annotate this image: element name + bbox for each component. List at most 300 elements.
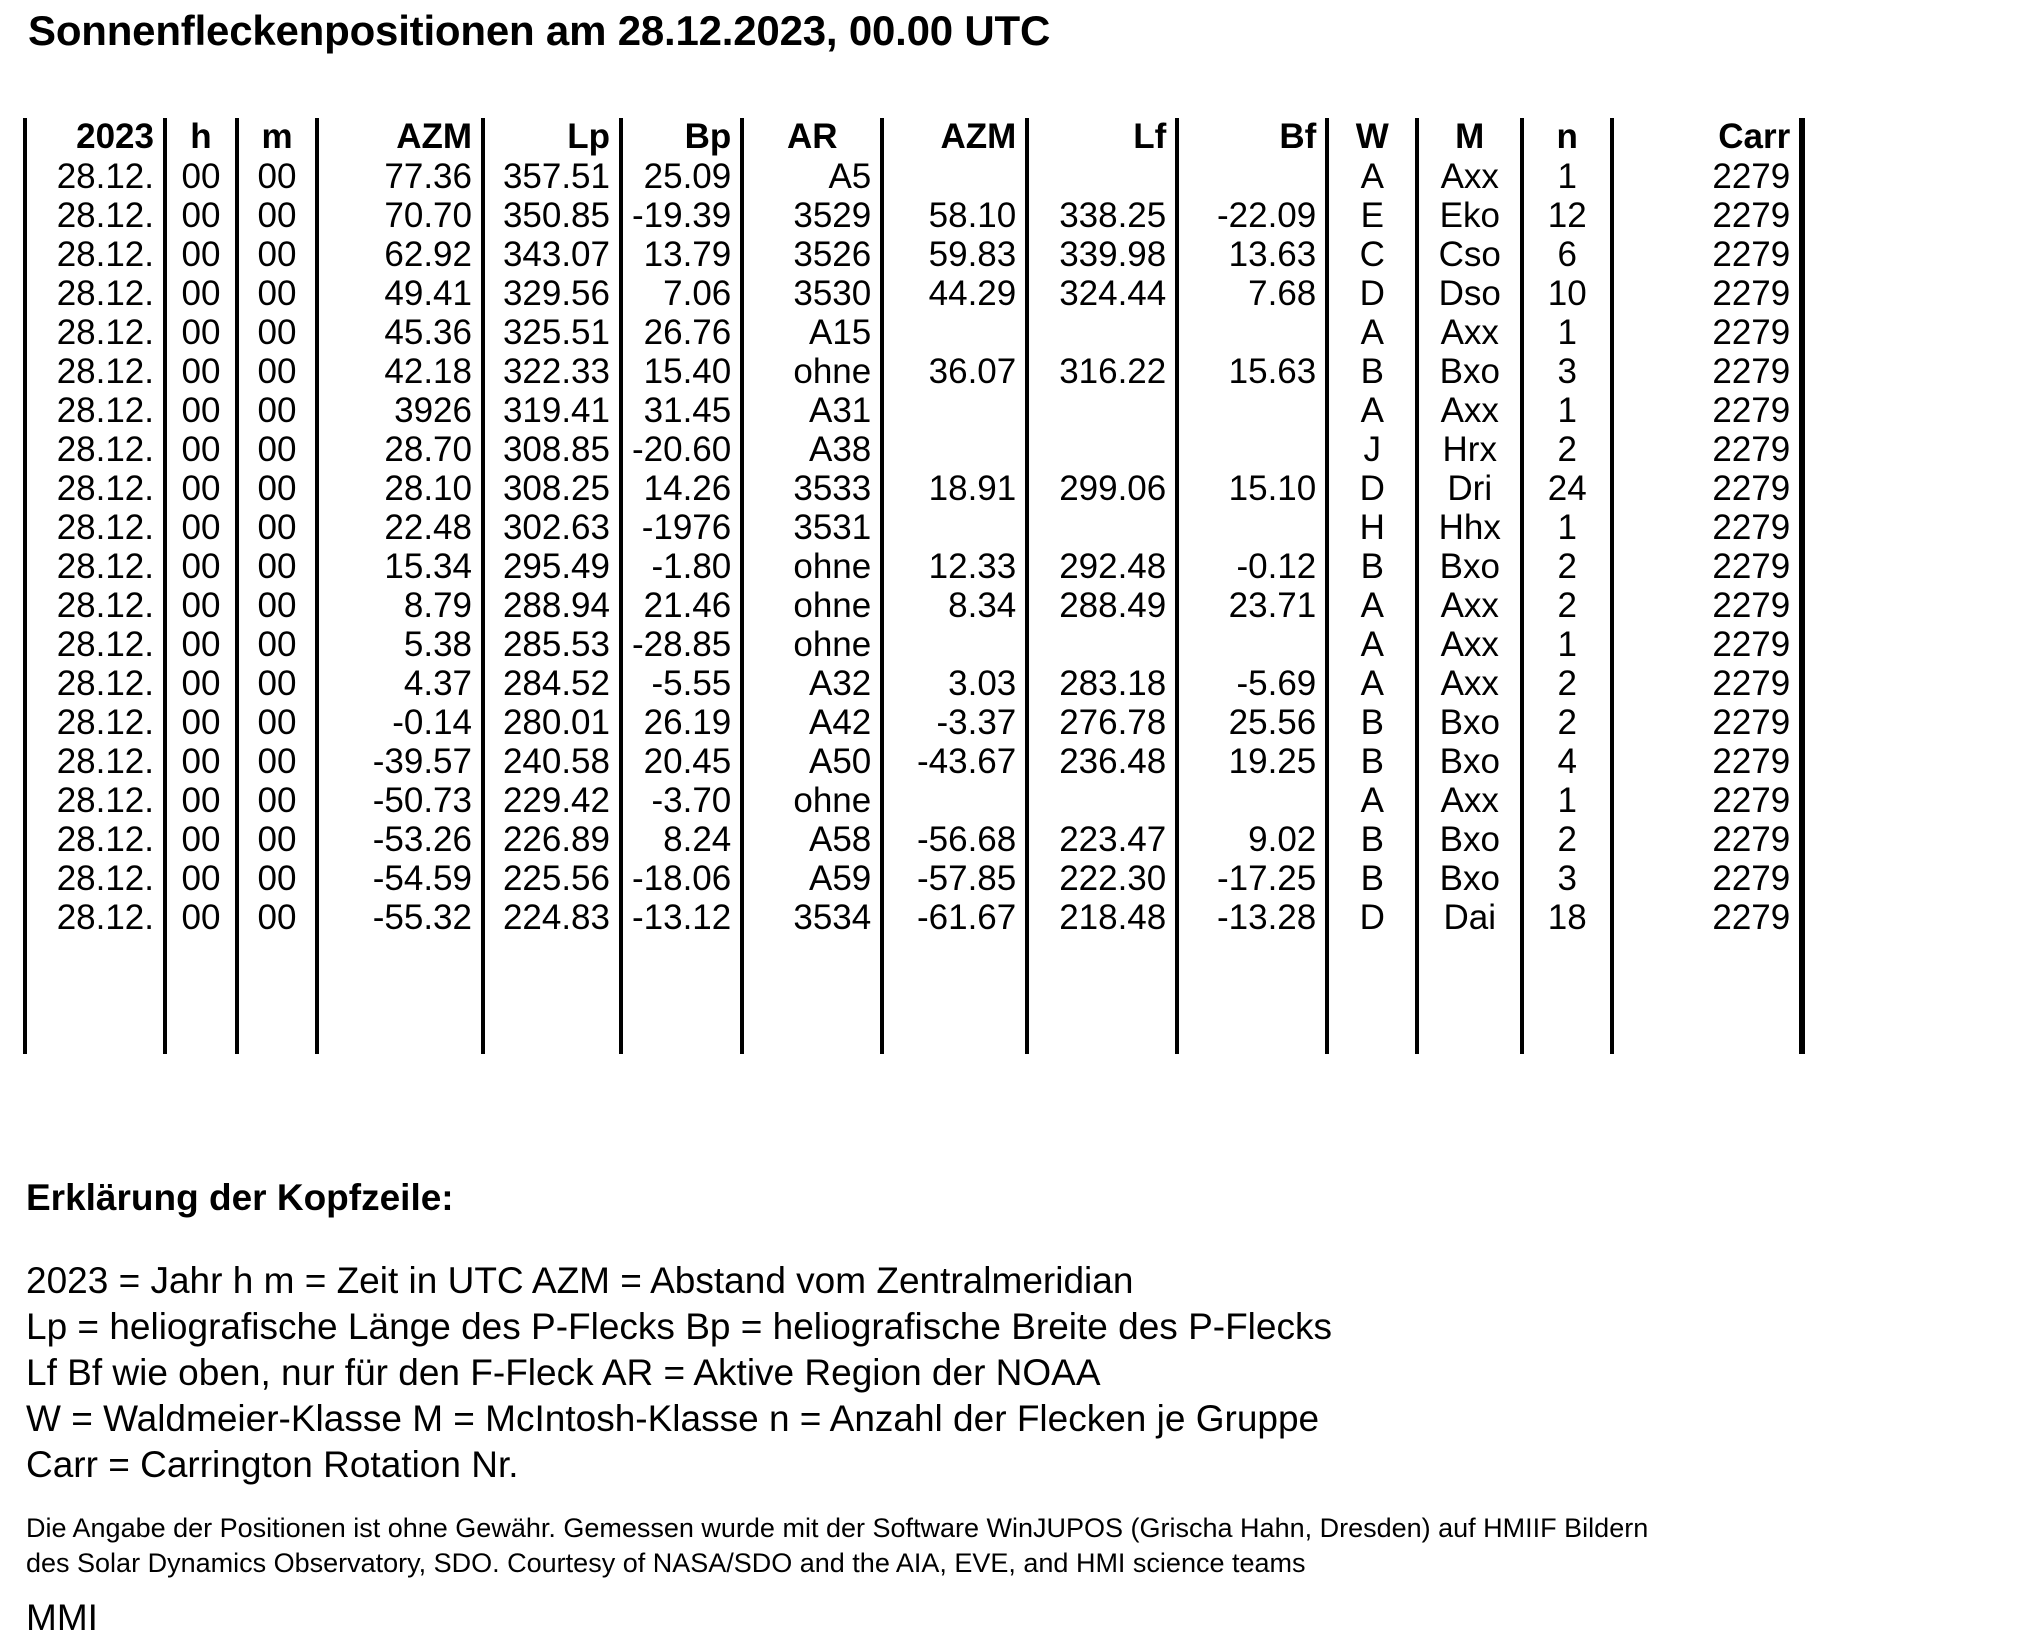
table-row [25, 352, 1802, 391]
cell-count: 4 [1522, 742, 1612, 781]
cell-waldmeier: A [1327, 391, 1417, 430]
cell-mcintosh: Axx [1417, 391, 1522, 430]
cell-count: 3 [1522, 859, 1612, 898]
cell-minute: 00 [237, 391, 317, 430]
cell-azm-p: 8.79 [317, 586, 483, 625]
cell-azm-p: -53.26 [317, 820, 483, 859]
cell-carr: 2279 [1612, 430, 1802, 469]
cell-minute: 00 [237, 625, 317, 664]
cell-bf [1177, 430, 1327, 469]
cell-empty [1027, 937, 1177, 976]
cell-date: 28.12. [25, 742, 165, 781]
table-row [25, 235, 1802, 274]
table-row [25, 157, 1802, 196]
cell-empty [1522, 976, 1612, 1015]
cell-date: 28.12. [25, 703, 165, 742]
cell-ar: ohne [742, 547, 882, 586]
cell-carr: 2279 [1612, 157, 1802, 196]
cell-carr: 2279 [1612, 781, 1802, 820]
cell-count: 1 [1522, 313, 1612, 352]
cell-hour: 00 [165, 235, 237, 274]
table-row [25, 625, 1802, 664]
cell-bp: 26.76 [621, 313, 742, 352]
cell-count: 1 [1522, 157, 1612, 196]
cell-ar: 3530 [742, 274, 882, 313]
cell-azm-f [882, 391, 1027, 430]
cell-waldmeier: B [1327, 352, 1417, 391]
cell-empty [621, 1015, 742, 1054]
cell-bp: 15.40 [621, 352, 742, 391]
cell-date: 28.12. [25, 391, 165, 430]
cell-empty [1027, 1015, 1177, 1054]
column-header-bp: Bp [621, 118, 742, 157]
cell-date: 28.12. [25, 625, 165, 664]
cell-lp: 343.07 [483, 235, 621, 274]
legend-line: W = Waldmeier-Klasse M = McIntosh-Klasse n = Anzahl der Flecken je Gruppe [26, 1398, 1320, 1439]
cell-azm-p: 45.36 [317, 313, 483, 352]
cell-azm-f: 36.07 [882, 352, 1027, 391]
cell-ar: A32 [742, 664, 882, 703]
cell-minute: 00 [237, 235, 317, 274]
cell-empty [237, 1015, 317, 1054]
cell-waldmeier: B [1327, 703, 1417, 742]
table-row [25, 703, 1802, 742]
cell-date: 28.12. [25, 157, 165, 196]
cell-azm-p: 70.70 [317, 196, 483, 235]
table-row [25, 820, 1802, 859]
cell-lp: 225.56 [483, 859, 621, 898]
table-row [25, 742, 1802, 781]
column-header-hour: h [165, 118, 237, 157]
cell-date: 28.12. [25, 781, 165, 820]
cell-mcintosh: Dri [1417, 469, 1522, 508]
cell-empty [165, 937, 237, 976]
cell-date: 28.12. [25, 586, 165, 625]
table-row [25, 274, 1802, 313]
cell-empty [742, 1015, 882, 1054]
cell-ar: A59 [742, 859, 882, 898]
cell-bf: -22.09 [1177, 196, 1327, 235]
cell-empty [882, 937, 1027, 976]
cell-azm-f: 18.91 [882, 469, 1027, 508]
cell-lf [1027, 391, 1177, 430]
table-row [25, 430, 1802, 469]
cell-azm-p: 28.70 [317, 430, 483, 469]
cell-minute: 00 [237, 781, 317, 820]
cell-mcintosh: Axx [1417, 664, 1522, 703]
cell-minute: 00 [237, 742, 317, 781]
cell-count: 2 [1522, 586, 1612, 625]
cell-mcintosh: Bxo [1417, 703, 1522, 742]
cell-minute: 00 [237, 547, 317, 586]
cell-carr: 2279 [1612, 898, 1802, 937]
cell-mcintosh: Dai [1417, 898, 1522, 937]
cell-minute: 00 [237, 586, 317, 625]
cell-carr: 2279 [1612, 547, 1802, 586]
cell-empty [1177, 1015, 1327, 1054]
cell-lp: 288.94 [483, 586, 621, 625]
table-row [25, 781, 1802, 820]
cell-mcintosh: Axx [1417, 157, 1522, 196]
footer-note [26, 1511, 1648, 1581]
cell-mcintosh: Hrx [1417, 430, 1522, 469]
cell-azm-f [882, 157, 1027, 196]
cell-empty [742, 976, 882, 1015]
cell-date: 28.12. [25, 430, 165, 469]
cell-lp: 284.52 [483, 664, 621, 703]
column-header-minute: m [237, 118, 317, 157]
cell-date: 28.12. [25, 547, 165, 586]
cell-bf: 15.63 [1177, 352, 1327, 391]
cell-bp: 7.06 [621, 274, 742, 313]
cell-carr: 2279 [1612, 859, 1802, 898]
cell-azm-f: 12.33 [882, 547, 1027, 586]
cell-carr: 2279 [1612, 508, 1802, 547]
table-row [25, 313, 1802, 352]
cell-lp: 226.89 [483, 820, 621, 859]
cell-lp: 285.53 [483, 625, 621, 664]
table-row [25, 547, 1802, 586]
cell-date: 28.12. [25, 352, 165, 391]
cell-date: 28.12. [25, 508, 165, 547]
cell-empty [1177, 937, 1327, 976]
cell-bf: 25.56 [1177, 703, 1327, 742]
cell-minute: 00 [237, 820, 317, 859]
column-header-count: n [1522, 118, 1612, 157]
cell-bf: 7.68 [1177, 274, 1327, 313]
cell-lf: 338.25 [1027, 196, 1177, 235]
cell-count: 12 [1522, 196, 1612, 235]
cell-hour: 00 [165, 625, 237, 664]
cell-minute: 00 [237, 508, 317, 547]
cell-lp: 357.51 [483, 157, 621, 196]
cell-bf [1177, 625, 1327, 664]
column-header-lp: Lp [483, 118, 621, 157]
table-empty-row [25, 937, 1802, 976]
cell-bf: 19.25 [1177, 742, 1327, 781]
cell-azm-f: -3.37 [882, 703, 1027, 742]
cell-hour: 00 [165, 196, 237, 235]
cell-lf: 299.06 [1027, 469, 1177, 508]
cell-mcintosh: Bxo [1417, 820, 1522, 859]
cell-waldmeier: D [1327, 469, 1417, 508]
cell-date: 28.12. [25, 469, 165, 508]
cell-lp: 329.56 [483, 274, 621, 313]
cell-azm-p: 42.18 [317, 352, 483, 391]
cell-lf: 324.44 [1027, 274, 1177, 313]
cell-lf: 218.48 [1027, 898, 1177, 937]
cell-carr: 2279 [1612, 235, 1802, 274]
cell-hour: 00 [165, 274, 237, 313]
table-row [25, 859, 1802, 898]
cell-azm-f: -43.67 [882, 742, 1027, 781]
cell-bp: -1.80 [621, 547, 742, 586]
cell-bp: 26.19 [621, 703, 742, 742]
cell-empty [25, 976, 165, 1015]
cell-lf: 223.47 [1027, 820, 1177, 859]
cell-ar: 3534 [742, 898, 882, 937]
column-header-azm-f: AZM [882, 118, 1027, 157]
cell-date: 28.12. [25, 859, 165, 898]
cell-mcintosh: Bxo [1417, 859, 1522, 898]
cell-bp: -18.06 [621, 859, 742, 898]
cell-lf [1027, 781, 1177, 820]
cell-count: 2 [1522, 820, 1612, 859]
cell-empty [237, 976, 317, 1015]
cell-hour: 00 [165, 586, 237, 625]
signature: MMI [26, 1597, 98, 1638]
footer-line: des Solar Dynamics Observatory, SDO. Courtesy of NASA/SDO and the AIA, EVE, and HMI science teams [26, 1548, 1306, 1578]
table-row [25, 508, 1802, 547]
cell-lf [1027, 430, 1177, 469]
cell-waldmeier: A [1327, 664, 1417, 703]
cell-empty [1327, 937, 1417, 976]
table-header-row [25, 118, 1802, 157]
table-row [25, 898, 1802, 937]
cell-empty [621, 976, 742, 1015]
table-empty-row [25, 976, 1802, 1015]
cell-date: 28.12. [25, 235, 165, 274]
cell-waldmeier: E [1327, 196, 1417, 235]
cell-bf: 13.63 [1177, 235, 1327, 274]
cell-empty [483, 1015, 621, 1054]
cell-minute: 00 [237, 898, 317, 937]
cell-azm-f: -57.85 [882, 859, 1027, 898]
cell-bf [1177, 508, 1327, 547]
cell-azm-p: -54.59 [317, 859, 483, 898]
cell-minute: 00 [237, 157, 317, 196]
cell-bp: 8.24 [621, 820, 742, 859]
cell-bp: 14.26 [621, 469, 742, 508]
cell-minute: 00 [237, 352, 317, 391]
cell-carr: 2279 [1612, 313, 1802, 352]
cell-empty [165, 1015, 237, 1054]
cell-azm-f [882, 781, 1027, 820]
cell-lp: 308.25 [483, 469, 621, 508]
cell-bp: 20.45 [621, 742, 742, 781]
cell-azm-f: -61.67 [882, 898, 1027, 937]
cell-bf: 23.71 [1177, 586, 1327, 625]
cell-azm-p: 15.34 [317, 547, 483, 586]
cell-ar: A42 [742, 703, 882, 742]
cell-date: 28.12. [25, 313, 165, 352]
cell-hour: 00 [165, 391, 237, 430]
cell-bp: -13.12 [621, 898, 742, 937]
cell-azm-f: 58.10 [882, 196, 1027, 235]
cell-lp: 319.41 [483, 391, 621, 430]
cell-ar: 3529 [742, 196, 882, 235]
cell-carr: 2279 [1612, 274, 1802, 313]
cell-empty [1522, 937, 1612, 976]
cell-waldmeier: A [1327, 157, 1417, 196]
cell-ar: 3526 [742, 235, 882, 274]
cell-bf [1177, 391, 1327, 430]
cell-hour: 00 [165, 898, 237, 937]
cell-azm-p: -55.32 [317, 898, 483, 937]
cell-bf: -0.12 [1177, 547, 1327, 586]
cell-count: 6 [1522, 235, 1612, 274]
cell-hour: 00 [165, 820, 237, 859]
cell-empty [1612, 976, 1802, 1015]
cell-minute: 00 [237, 196, 317, 235]
cell-lf: 276.78 [1027, 703, 1177, 742]
cell-azm-f [882, 508, 1027, 547]
cell-lp: 229.42 [483, 781, 621, 820]
cell-mcintosh: Hhx [1417, 508, 1522, 547]
cell-waldmeier: A [1327, 625, 1417, 664]
cell-bp: 25.09 [621, 157, 742, 196]
cell-azm-f [882, 430, 1027, 469]
cell-waldmeier: C [1327, 235, 1417, 274]
cell-mcintosh: Eko [1417, 196, 1522, 235]
cell-empty [1417, 1015, 1522, 1054]
footer-line: Die Angabe der Positionen ist ohne Gewähr. Gemessen wurde mit der Software WinJUPOS (Grischa Hahn, Dresden) auf HMIIF Bildern [26, 1513, 1649, 1543]
cell-waldmeier: D [1327, 274, 1417, 313]
cell-waldmeier: H [1327, 508, 1417, 547]
cell-azm-p: 22.48 [317, 508, 483, 547]
cell-hour: 00 [165, 664, 237, 703]
cell-waldmeier: B [1327, 820, 1417, 859]
cell-hour: 00 [165, 781, 237, 820]
cell-date: 28.12. [25, 196, 165, 235]
cell-count: 2 [1522, 703, 1612, 742]
table-row [25, 391, 1802, 430]
cell-bp: 31.45 [621, 391, 742, 430]
cell-empty [1027, 976, 1177, 1015]
cell-mcintosh: Dso [1417, 274, 1522, 313]
cell-azm-f: 44.29 [882, 274, 1027, 313]
sunspot-positions-table [23, 118, 1805, 1054]
column-header-azm-p: AZM [317, 118, 483, 157]
legend-lines [26, 1258, 1332, 1488]
cell-date: 28.12. [25, 664, 165, 703]
cell-hour: 00 [165, 703, 237, 742]
cell-azm-p: 4.37 [317, 664, 483, 703]
cell-empty [165, 976, 237, 1015]
cell-lf [1027, 508, 1177, 547]
cell-hour: 00 [165, 859, 237, 898]
cell-hour: 00 [165, 430, 237, 469]
cell-mcintosh: Axx [1417, 781, 1522, 820]
cell-count: 1 [1522, 391, 1612, 430]
column-header-carr: Carr [1612, 118, 1802, 157]
cell-count: 18 [1522, 898, 1612, 937]
cell-hour: 00 [165, 508, 237, 547]
cell-lp: 308.85 [483, 430, 621, 469]
cell-bf: -17.25 [1177, 859, 1327, 898]
cell-count: 24 [1522, 469, 1612, 508]
cell-azm-f: -56.68 [882, 820, 1027, 859]
cell-waldmeier: B [1327, 859, 1417, 898]
cell-carr: 2279 [1612, 664, 1802, 703]
table-row [25, 469, 1802, 508]
cell-count: 3 [1522, 352, 1612, 391]
cell-date: 28.12. [25, 820, 165, 859]
cell-empty [1612, 937, 1802, 976]
cell-azm-p: 3926 [317, 391, 483, 430]
cell-waldmeier: B [1327, 547, 1417, 586]
cell-azm-f [882, 313, 1027, 352]
cell-ar: ohne [742, 781, 882, 820]
cell-date: 28.12. [25, 274, 165, 313]
cell-bp: 21.46 [621, 586, 742, 625]
cell-lf: 222.30 [1027, 859, 1177, 898]
cell-azm-p: -0.14 [317, 703, 483, 742]
table-row [25, 586, 1802, 625]
cell-ar: ohne [742, 625, 882, 664]
cell-ar: A38 [742, 430, 882, 469]
cell-lf: 288.49 [1027, 586, 1177, 625]
cell-azm-p: 77.36 [317, 157, 483, 196]
cell-lf: 283.18 [1027, 664, 1177, 703]
cell-lp: 280.01 [483, 703, 621, 742]
column-header-lf: Lf [1027, 118, 1177, 157]
column-header-bf: Bf [1177, 118, 1327, 157]
cell-carr: 2279 [1612, 391, 1802, 430]
legend-line: 2023 = Jahr h m = Zeit in UTC AZM = Abstand vom Zentralmeridian [26, 1260, 1134, 1301]
cell-azm-f: 59.83 [882, 235, 1027, 274]
cell-lp: 325.51 [483, 313, 621, 352]
cell-carr: 2279 [1612, 469, 1802, 508]
cell-carr: 2279 [1612, 742, 1802, 781]
cell-lp: 350.85 [483, 196, 621, 235]
cell-empty [1177, 976, 1327, 1015]
cell-ar: ohne [742, 586, 882, 625]
cell-ar: A5 [742, 157, 882, 196]
cell-ar: ohne [742, 352, 882, 391]
cell-lp: 240.58 [483, 742, 621, 781]
column-header-mcintosh: M [1417, 118, 1522, 157]
cell-hour: 00 [165, 547, 237, 586]
cell-azm-f: 3.03 [882, 664, 1027, 703]
cell-date: 28.12. [25, 898, 165, 937]
cell-lf: 316.22 [1027, 352, 1177, 391]
legend-line: Lf Bf wie oben, nur für den F-Fleck AR = Aktive Region der NOAA [26, 1352, 1101, 1393]
cell-bp: -5.55 [621, 664, 742, 703]
cell-count: 1 [1522, 781, 1612, 820]
cell-empty [1417, 937, 1522, 976]
table-row [25, 664, 1802, 703]
page-title: Sonnenfleckenpositionen am 28.12.2023, 00.00 UTC [28, 7, 1051, 54]
cell-carr: 2279 [1612, 586, 1802, 625]
cell-mcintosh: Axx [1417, 625, 1522, 664]
cell-waldmeier: A [1327, 586, 1417, 625]
cell-empty [1327, 1015, 1417, 1054]
cell-mcintosh: Bxo [1417, 742, 1522, 781]
cell-azm-p: 5.38 [317, 625, 483, 664]
cell-minute: 00 [237, 274, 317, 313]
cell-bf [1177, 313, 1327, 352]
cell-count: 1 [1522, 625, 1612, 664]
cell-lf [1027, 625, 1177, 664]
cell-empty [317, 1015, 483, 1054]
cell-empty [317, 976, 483, 1015]
cell-hour: 00 [165, 742, 237, 781]
cell-ar: A50 [742, 742, 882, 781]
cell-mcintosh: Axx [1417, 586, 1522, 625]
cell-empty [742, 937, 882, 976]
cell-lf: 236.48 [1027, 742, 1177, 781]
cell-minute: 00 [237, 859, 317, 898]
legend-line: Lp = heliografische Länge des P-Flecks Bp = heliografische Breite des P-Flecks [26, 1306, 1332, 1347]
cell-hour: 00 [165, 469, 237, 508]
cell-count: 1 [1522, 508, 1612, 547]
cell-minute: 00 [237, 313, 317, 352]
cell-lf: 339.98 [1027, 235, 1177, 274]
cell-bf [1177, 781, 1327, 820]
cell-azm-p: -39.57 [317, 742, 483, 781]
table-row [25, 196, 1802, 235]
